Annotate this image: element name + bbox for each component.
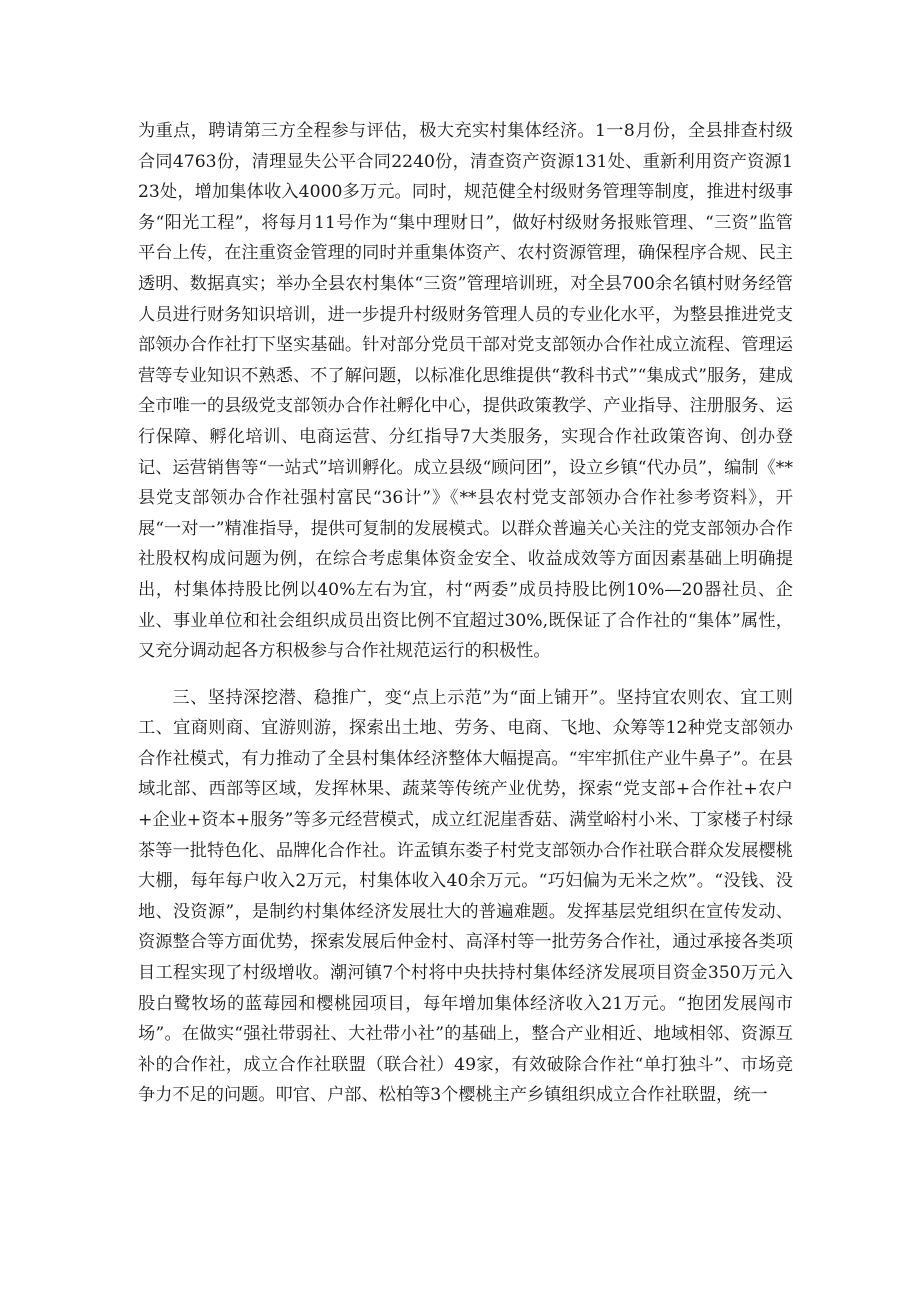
document-body bbox=[138, 116, 793, 1111]
paragraph-1: 为重点，聘请第三方全程参与评估，极大充实村集体经济。1一8月份，全县排查村级合同4763份，清理显失公平合同2240份，清查资产资源131处、重新利用资产资源123处，增加集体收入4000多万元。同时，规范健全村级财务管理等制度，推进村级事务“阳光工程”，将每月11号作为“集中理财日”，做好村级财务报账管理、“三资”监管平台上传，在注重资金管理的同时并重集体资产、农村资源管理，确保程序合规、民主透明、数据真实；举办全县农村集体“三资”管理培训班，对全县700余名镇村财务经管人员进行财务知识培训，进一步提升村级财务管理人员的专业化水平，为整县推进党支部领办合作社打下坚实基础。针对部分党员干部对党支部领办合作社成立流程、管理运营等专业知识不熟悉、不了解问题，以标准化思维提供“教科书式”“集成式”服务，建成全市唯一的县级党支部领办合作社孵化中心，提供政策教学、产业指导、注册服务、运行保障、孵化培训、电商运营、分红指导7大类服务，实现合作社政策咨询、创办登记、运营销售等“一站式”培训孵化。成立县级“顾问团”，设立乡镇“代办员”，编制《**县党支部领办合作社强村富民“36计”》《**县农村党支部领办合作社参考资料》，开展“一对一”精准指导，提供可复制的发展模式。以群众普遍关心关注的党支部领办合作社股权构成问题为例，在综合考虑集体资金安全、收益成效等方面因素基础上明确提出，村集体持股比例以40%左右为宜，村“两委”成员持股比例10%—20器社员、企业、事业单位和社会组织成员出资比例不宜超过30%,既保证了合作社的“集体”属性，又充分调动起各方积极参与合作社规范运行的积极性。 bbox=[138, 121, 793, 662]
paragraph-2: 三、坚持深挖潜、稳推广，变“点上示范”为“面上铺开”。坚持宜农则农、宜工则工、宜商则商、宜游则游，探索出土地、劳务、电商、飞地、众筹等12种党支部领办合作社模式，有力推动了全县村集体经济整体大幅提高。“牢牢抓住产业牛鼻子”。在县域北部、西部等区域，发挥林果、蔬菜等传统产业优势，探索“党支部+合作社+农户+企业+资本+服务”等多元经营模式，成立红泥崖香菇、满堂峪村小米、丁家楼子村绿茶等一批特色化、品牌化合作社。许孟镇东娄子村党支部领办合作社联合群众发展樱桃大棚，每年每户收入2万元，村集体收入40余万元。“巧妇偏为无米之炊”。“没钱、没地、没资源”，是制约村集体经济发展壮大的普遍难题。发挥基层党组织在宣传发动、资源整合等方面优势，探索发展后仲金村、高泽村等一批劳务合作社，通过承接各类项目工程实现了村级增收。潮河镇7个村将中央扶持村集体经济发展项目资金350万元入股白鹭牧场的蓝莓园和樱桃园项目，每年增加集体经济收入21万元。“抱团发展闯市场”。在做实“强社带弱社、大社带小社”的基础上，整合产业相近、地域相邻、资源互补的合作社，成立合作社联盟（联合社）49家，有效破除合作社“单打独斗”、市场竞争力不足的问题。叩官、户部、松柏等3个樱桃主产乡镇组织成立合作社联盟，统一 bbox=[138, 687, 793, 1106]
